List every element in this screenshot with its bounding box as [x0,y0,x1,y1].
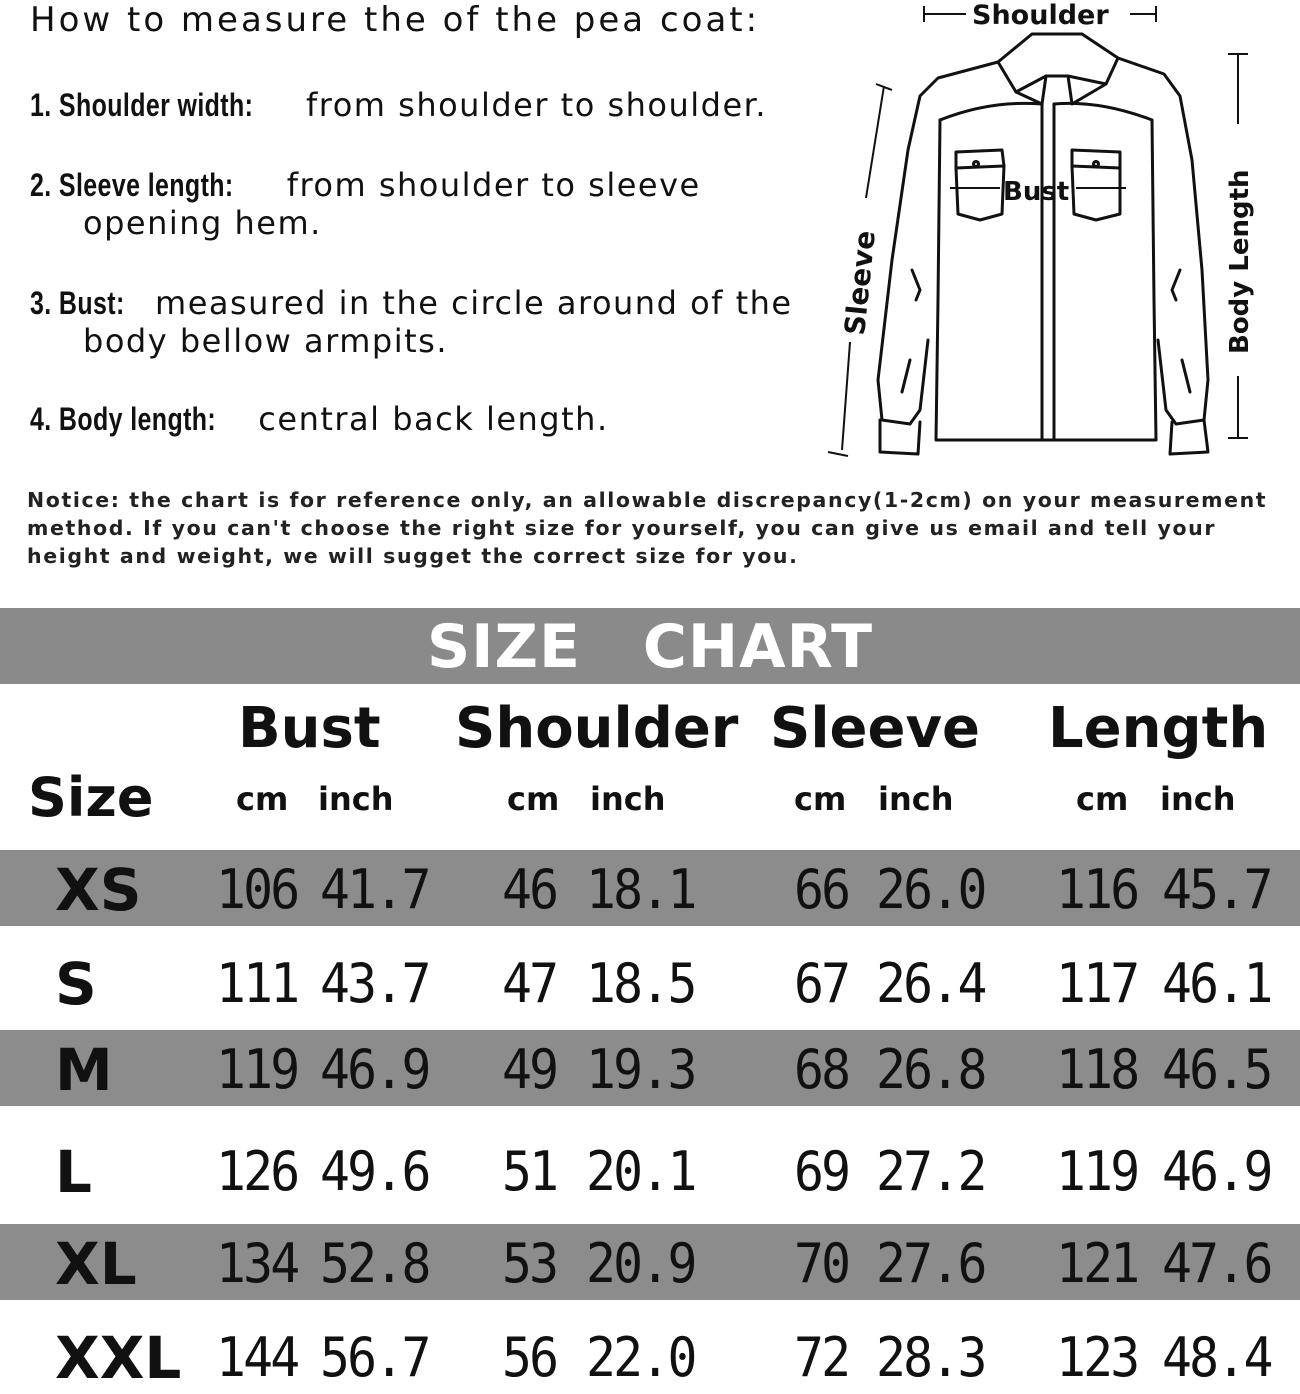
dimension-lines [828,6,1248,456]
shoulder-unit-cm: cm [507,780,560,818]
step-label: 2. Sleeve length: [30,167,234,203]
size-label: XS [55,856,142,924]
sleeve-dimension-label: Sleeve [838,228,882,337]
bust-unit-inch: inch [318,780,394,818]
length-inch-cell: 47.6 [1162,1232,1271,1295]
sleeve-inch-cell: 26.4 [876,952,985,1015]
shoulder-cm-cell: 51 [502,1140,557,1203]
sleeve-cm-cell: 72 [794,1326,849,1389]
size-column-header: Size [28,766,154,829]
shoulder-inch-cell: 18.5 [586,952,695,1015]
coat-diagram [820,0,1260,470]
length-cm-cell: 117 [1056,952,1138,1015]
size-label: S [55,950,97,1018]
coat-outline [878,34,1208,454]
length-inch-cell: 48.4 [1162,1326,1271,1389]
body-length-dimension-label: Body Length [1225,169,1255,354]
sleeve-cm-cell: 66 [794,858,849,921]
bust-dimension-label: Bust [1003,177,1070,207]
sleeve-cm-cell: 69 [794,1140,849,1203]
step-text: from shoulder to sleeve [286,166,701,204]
shoulder-cm-cell: 46 [502,858,557,921]
bust-inch-cell: 56.7 [320,1326,429,1389]
bust-cm-cell: 119 [216,1038,298,1101]
size-label: M [55,1036,113,1104]
size-row [0,944,1300,1020]
sleeve-inch-cell: 27.6 [876,1232,985,1295]
step-text-continued: opening hem. [83,204,322,242]
step-body-length [30,400,609,438]
size-row [0,1030,1300,1106]
sleeve-cm-cell: 70 [794,1232,849,1295]
bust-cm-cell: 106 [216,858,298,921]
bust-inch-cell: 52.8 [320,1232,429,1295]
size-row [0,1224,1300,1300]
bust-cm-cell: 126 [216,1140,298,1203]
length-inch-cell: 46.5 [1162,1038,1271,1101]
bust-cm-cell: 144 [216,1326,298,1389]
bust-inch-cell: 49.6 [320,1140,429,1203]
step-label: 1. Shoulder width: [30,87,254,123]
shoulder-inch-cell: 20.9 [586,1232,695,1295]
size-chart-banner [0,608,1300,684]
length-cm-cell: 121 [1056,1232,1138,1295]
shoulder-column-header: Shoulder [455,696,739,761]
size-row [0,1132,1300,1208]
size-row [0,850,1300,926]
length-inch-cell: 46.9 [1162,1140,1271,1203]
bust-cm-cell: 134 [216,1232,298,1295]
length-cm-cell: 118 [1056,1038,1138,1101]
intro-title: How to measure the of the pea coat: [30,0,761,40]
bust-unit-cm: cm [236,780,289,818]
sleeve-inch-cell: 27.2 [876,1140,985,1203]
length-column-header: Length [1048,696,1269,761]
step-label: 4. Body length: [30,401,217,437]
sleeve-cm-cell: 67 [794,952,849,1015]
size-label: XXL [55,1324,182,1392]
bust-cm-cell: 111 [216,952,298,1015]
size-label: XL [55,1230,137,1298]
step-text-continued: body bellow armpits. [83,322,448,360]
shoulder-inch-cell: 22.0 [586,1326,695,1389]
sleeve-inch-cell: 26.0 [876,858,985,921]
bust-column-header: Bust [238,696,381,761]
bust-inch-cell: 46.9 [320,1038,429,1101]
sleeve-cm-cell: 68 [794,1038,849,1101]
shoulder-cm-cell: 53 [502,1232,557,1295]
step-shoulder-width [30,86,767,124]
sleeve-inch-cell: 26.8 [876,1038,985,1101]
step-bust [30,284,793,360]
bust-inch-cell: 41.7 [320,858,429,921]
step-sleeve-length [30,166,701,242]
sleeve-column-header: Sleeve [770,696,980,761]
step-label: 3. Bust: [30,285,125,321]
sleeve-unit-inch: inch [878,780,954,818]
step-text: from shoulder to shoulder. [306,86,768,124]
shoulder-inch-cell: 19.3 [586,1038,695,1101]
size-chart-title: SIZE CHART [426,612,874,682]
length-cm-cell: 116 [1056,858,1138,921]
length-unit-inch: inch [1160,780,1236,818]
length-cm-cell: 123 [1056,1326,1138,1389]
length-unit-cm: cm [1076,780,1129,818]
shoulder-cm-cell: 47 [502,952,557,1015]
shoulder-inch-cell: 18.1 [586,858,695,921]
size-label: L [55,1138,92,1206]
shoulder-unit-inch: inch [590,780,666,818]
shoulder-inch-cell: 20.1 [586,1140,695,1203]
shoulder-cm-cell: 49 [502,1038,557,1101]
shoulder-cm-cell: 56 [502,1326,557,1389]
bust-inch-cell: 43.7 [320,952,429,1015]
step-text: measured in the circle around of the [155,284,793,322]
sleeve-unit-cm: cm [794,780,847,818]
shoulder-dimension-label: Shoulder [972,0,1109,31]
sleeve-inch-cell: 28.3 [876,1326,985,1389]
length-inch-cell: 46.1 [1162,952,1271,1015]
step-text: central back length. [258,400,609,438]
notice-text: Notice: the chart is for reference only, an allowable discrepancy(1-2cm) on your measurement method. If you can't choose the right size for yourself, you can give us email and tell your height and weight, we will sugget the correct size for you. [27,488,1268,568]
length-inch-cell: 45.7 [1162,858,1271,921]
length-cm-cell: 119 [1056,1140,1138,1203]
